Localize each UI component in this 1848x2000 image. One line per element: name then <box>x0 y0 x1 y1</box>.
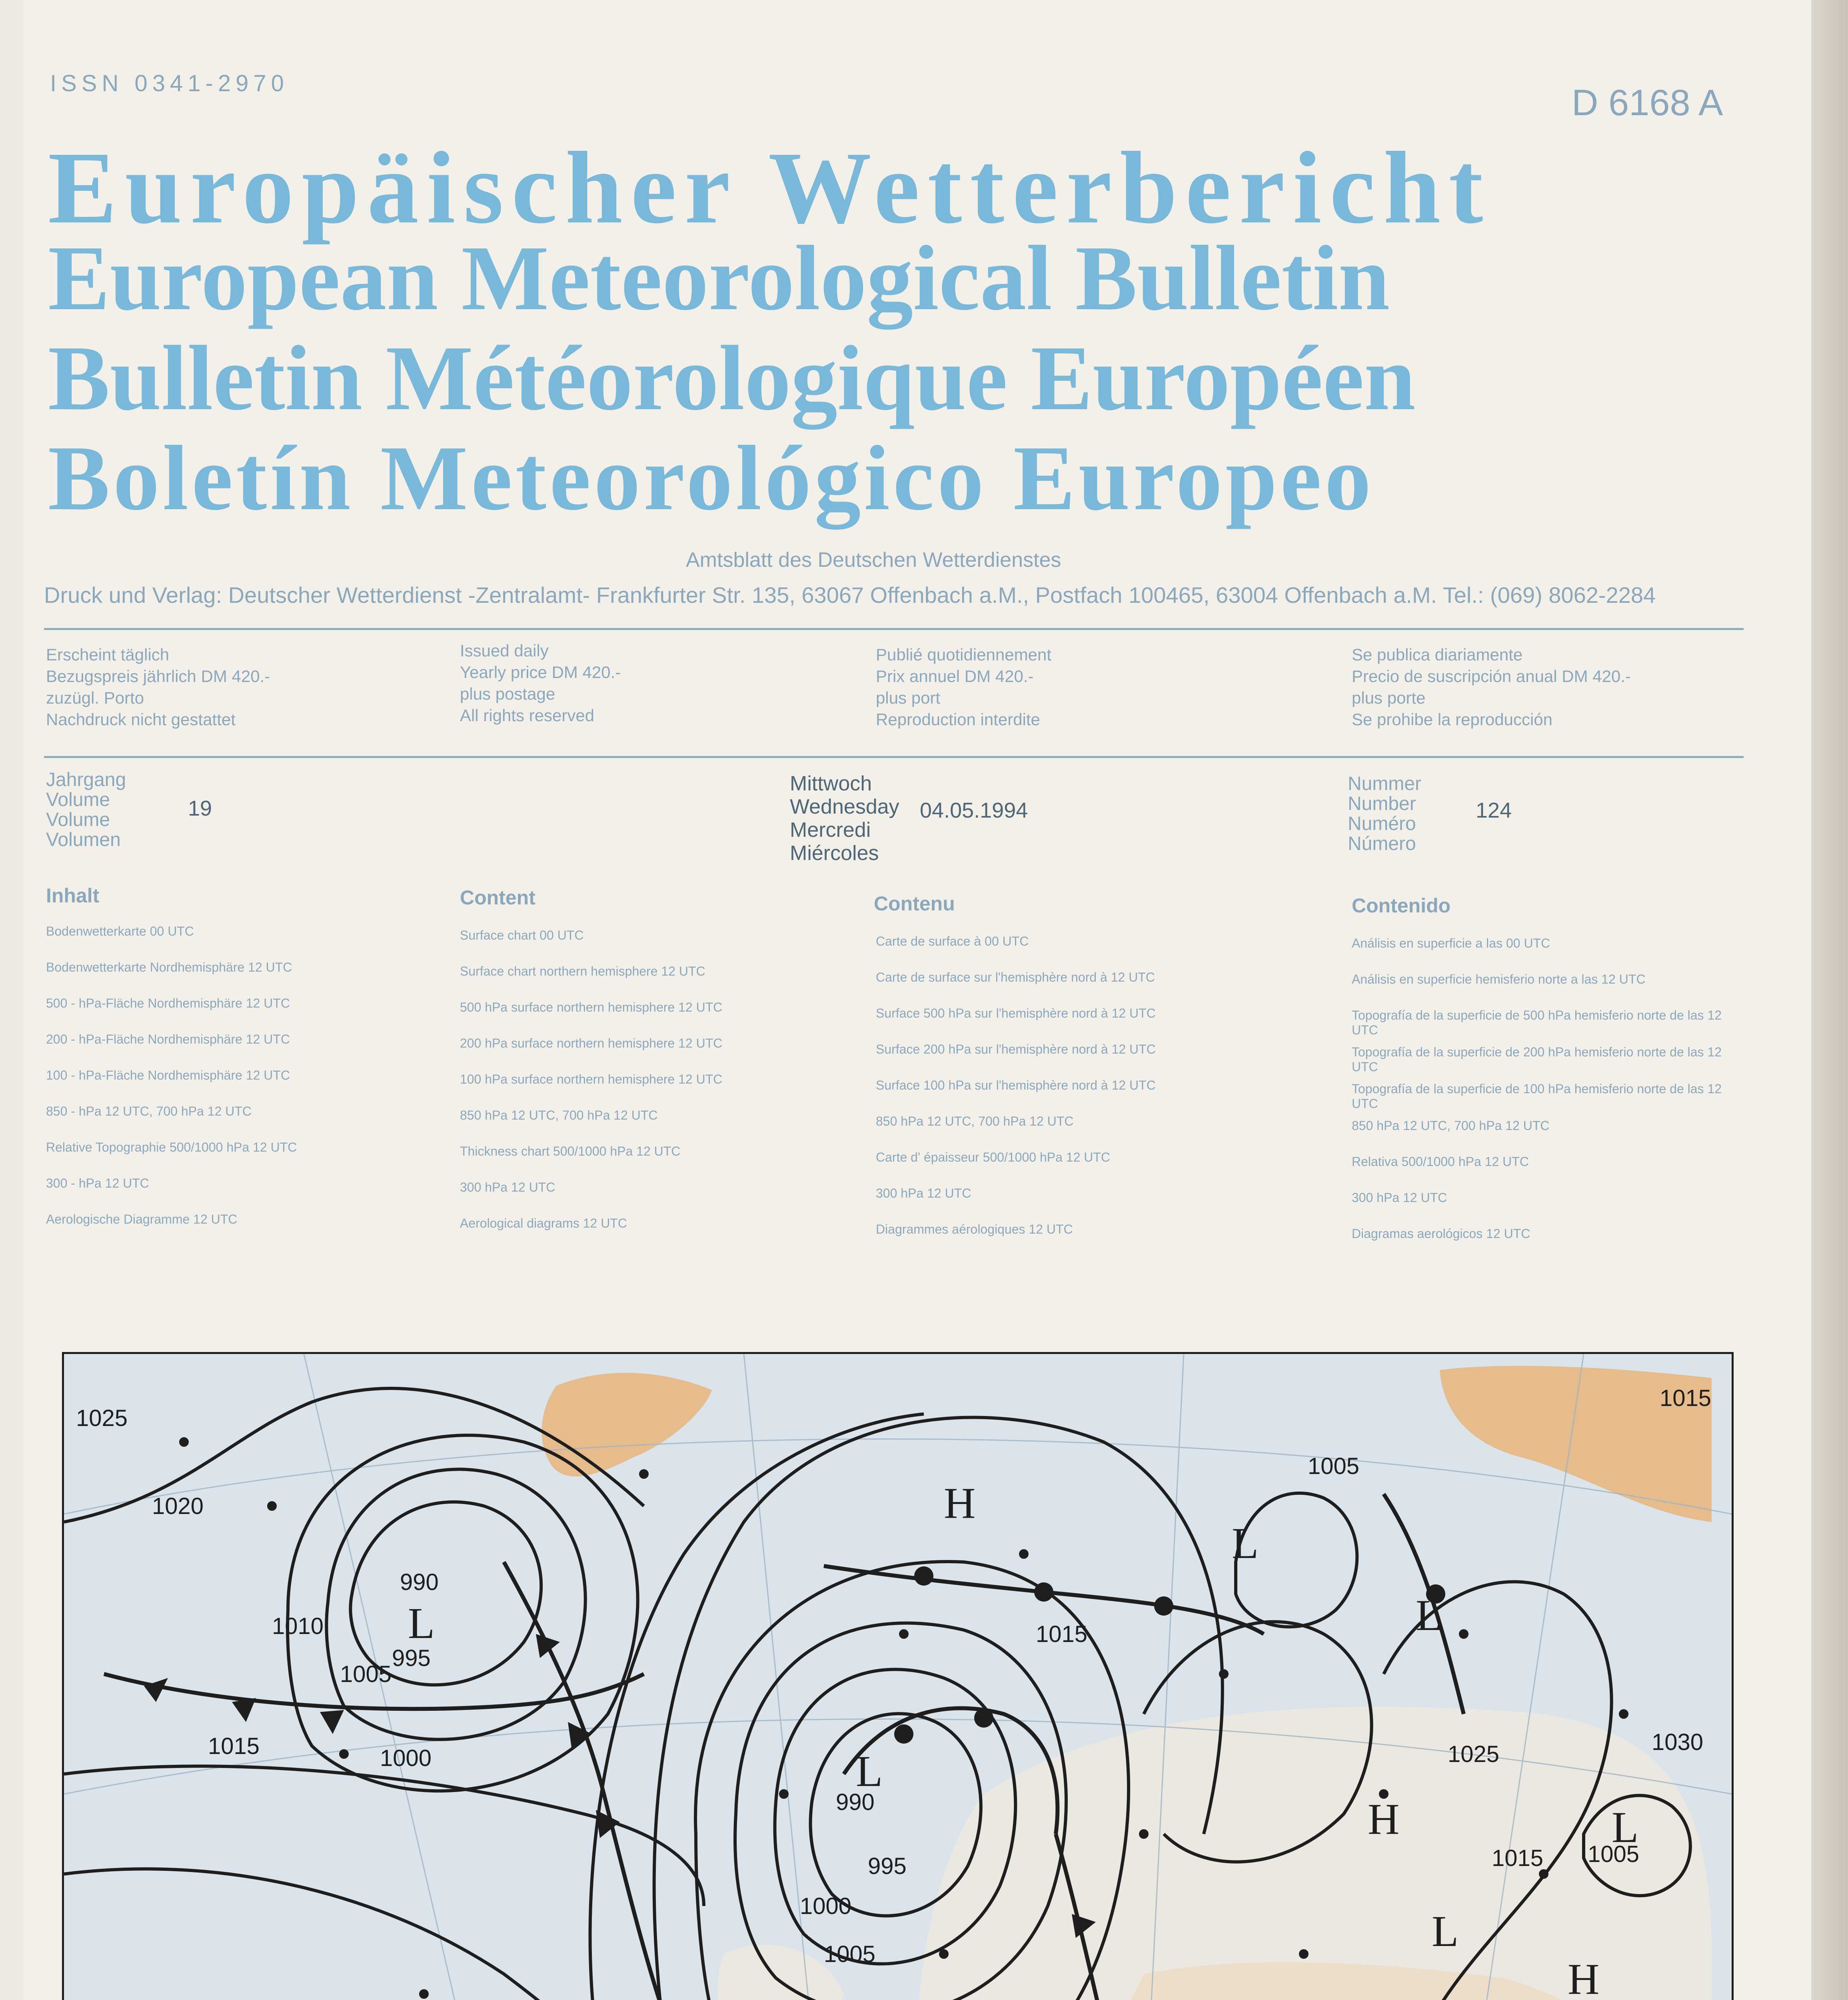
isobar-label: 1000 <box>800 1893 852 1919</box>
number-labels <box>1348 774 1421 854</box>
isobar-label: 995 <box>392 1645 431 1671</box>
toc-item: Relative Topographie 500/1000 hPa 12 UTC <box>46 1140 297 1154</box>
station-dot <box>1619 1709 1628 1719</box>
page-edge <box>1811 0 1848 2000</box>
station-dot <box>339 1749 349 1759</box>
toc-spanish <box>1352 936 1732 1262</box>
station-dot <box>419 1989 429 1999</box>
front-semicircle <box>1154 1596 1173 1616</box>
isobar <box>326 1469 585 1739</box>
info-line: Bezugspreis jährlich DM 420.- <box>46 667 270 686</box>
toc-item: Diagramas aerológicos 12 UTC <box>1352 1226 1530 1241</box>
volume-label: Volume <box>46 809 110 830</box>
station-dot <box>1019 1549 1029 1559</box>
toc-item: Aerological diagrams 12 UTC <box>460 1216 627 1230</box>
station-dot <box>1459 1629 1468 1639</box>
high-pressure-centre: H <box>1568 1955 1600 2000</box>
divider <box>44 628 1744 630</box>
station-dot <box>179 1437 189 1447</box>
toc-item: Carte d' épaisseur 500/1000 hPa 12 UTC <box>876 1150 1111 1164</box>
station-dot <box>779 1789 789 1799</box>
surface-chart <box>62 1352 1734 2000</box>
toc-item: Carte de surface à 00 UTC <box>876 934 1029 948</box>
toc-item: Surface chart northern hemisphere 12 UTC <box>460 964 705 978</box>
info-line: plus porte <box>1352 688 1426 707</box>
toc-item: Surface 200 hPa sur l'hemisphère nord à 12 UTC <box>876 1042 1156 1056</box>
info-line: zuzügl. Porto <box>46 688 144 707</box>
toc-item: Surface 500 hPa sur l'hemisphère nord à 12 UTC <box>876 1006 1156 1020</box>
toc-item: Aerologische Diagramme 12 UTC <box>46 1212 238 1226</box>
toc-item: Análisis en superficie a las 00 UTC <box>1352 936 1550 950</box>
toc-item: Topografía de la superficie de 100 hPa hemisferio norte de las 12 UTC <box>1352 1082 1722 1111</box>
number-label: Número <box>1348 833 1416 854</box>
toc-item: 300 hPa 12 UTC <box>460 1180 555 1194</box>
toc-item: 300 - hPa 12 UTC <box>46 1176 149 1190</box>
toc-heading-spanish: Contenido <box>1352 894 1451 917</box>
title-french: Bulletin Météorologique Européen <box>48 327 1416 430</box>
info-line: Prix annuel DM 420.- <box>876 667 1034 686</box>
station-dot <box>1139 1829 1149 1839</box>
toc-heading-french: Contenu <box>874 892 955 915</box>
document-number: D 6168 A <box>1572 82 1723 123</box>
isobar-label: 995 <box>868 1853 907 1879</box>
isobar-label: 1025 <box>76 1405 128 1431</box>
isobar-label: 1015 <box>1036 1621 1088 1647</box>
station-dot <box>639 1469 649 1479</box>
isobar-label: 1015 <box>208 1733 260 1759</box>
info-english <box>460 640 621 726</box>
low-pressure-centre: L <box>1416 1591 1443 1640</box>
station-dot <box>267 1501 277 1511</box>
high-pressure-centre: H <box>944 1479 976 1528</box>
number-label: Nummer <box>1348 773 1422 794</box>
high-pressure-centre: H <box>1368 1795 1400 1844</box>
low-pressure-centre: L <box>1232 1519 1259 1568</box>
toc-item: Surface 100 hPa sur l'hemisphère nord à 12 UTC <box>876 1078 1156 1092</box>
toc-heading-german: Inhalt <box>46 884 100 907</box>
info-line: plus port <box>876 688 941 707</box>
number-label: Numéro <box>1348 813 1416 834</box>
volume-value: 19 <box>188 796 212 820</box>
station-dot <box>899 1629 909 1639</box>
front-semicircle <box>1034 1582 1053 1602</box>
info-line: Nachdruck nicht gestattet <box>46 710 236 729</box>
toc-english <box>460 928 722 1252</box>
info-spanish <box>1352 644 1631 730</box>
title-english: European Meteorological Bulletin <box>48 227 1390 330</box>
toc-heading-english: Content <box>460 886 535 909</box>
isobar-label: 1005 <box>340 1661 392 1687</box>
front-triangle <box>536 1634 560 1658</box>
title-german: Europäischer Wetterbericht <box>48 130 1491 245</box>
station-dot <box>939 1949 949 1959</box>
toc-french <box>876 934 1156 1258</box>
toc-item: 850 hPa 12 UTC, 700 hPa 12 UTC <box>1352 1118 1550 1133</box>
weekday: Mittwoch <box>790 772 872 795</box>
isobar-label: 1005 <box>1308 1453 1360 1479</box>
toc-item: 200 - hPa-Fläche Nordhemisphäre 12 UTC <box>46 1032 290 1046</box>
toc-item: Carte de surface sur l'hemisphère nord à 12 UTC <box>876 970 1155 984</box>
isobar-label: 1005 <box>824 1941 876 1967</box>
front-semicircle <box>914 1566 933 1586</box>
isobar-label: 1020 <box>152 1493 204 1519</box>
info-french <box>876 644 1051 730</box>
toc-item: 300 hPa 12 UTC <box>1352 1190 1447 1205</box>
info-line: Reproduction interdite <box>876 710 1040 729</box>
info-line: Yearly price DM 420.- <box>460 663 621 682</box>
toc-item: 850 - hPa 12 UTC, 700 hPa 12 UTC <box>46 1104 252 1118</box>
low-pressure-centre: L <box>1432 1907 1459 1956</box>
toc-item: 500 - hPa-Fläche Nordhemisphäre 12 UTC <box>46 996 290 1010</box>
toc-item: Thickness chart 500/1000 hPa 12 UTC <box>460 1144 681 1158</box>
info-line: Erscheint täglich <box>46 645 170 664</box>
issue-number: 124 <box>1476 798 1512 822</box>
front-triangle <box>144 1678 168 1702</box>
isobar <box>64 1766 704 1906</box>
surface-chart-svg <box>64 1354 1732 2000</box>
isobar-label: 990 <box>400 1569 439 1595</box>
toc-item: Topografía de la superficie de 500 hPa hemisferio norte de las 12 UTC <box>1352 1008 1722 1037</box>
toc-item: 200 hPa surface northern hemisphere 12 UTC <box>460 1036 723 1050</box>
toc-item: Diagrammes aérologiques 12 UTC <box>876 1222 1073 1236</box>
number-label: Number <box>1348 793 1416 814</box>
volume-label: Volume <box>46 789 110 810</box>
info-line: Se prohibe la reproducción <box>1352 710 1552 729</box>
toc-item: 850 hPa 12 UTC, 700 hPa 12 UTC <box>460 1108 658 1122</box>
isobar-label: 1000 <box>380 1745 432 1771</box>
info-line: Issued daily <box>460 641 549 660</box>
station-dot <box>1219 1669 1229 1679</box>
isobar-label: 1015 <box>1660 1385 1712 1411</box>
info-line: plus postage <box>460 684 555 703</box>
title-spanish: Boletín Meteorológico Europeo <box>48 427 1375 530</box>
info-german <box>46 644 270 730</box>
toc-item: Relativa 500/1000 hPa 12 UTC <box>1352 1154 1529 1169</box>
toc-item: 300 hPa 12 UTC <box>876 1186 971 1200</box>
low-pressure-centre: L <box>408 1599 435 1648</box>
graticule-line <box>64 1439 1732 1514</box>
volume-label: Volumen <box>46 829 121 850</box>
weekday: Mercredi <box>790 818 871 842</box>
divider <box>44 756 1744 758</box>
toc-item: Bodenwetterkarte 00 UTC <box>46 924 194 938</box>
official-gazette-line: Amtsblatt des Deutschen Wetterdienstes <box>686 548 1061 572</box>
toc-item: 100 hPa surface northern hemisphere 12 UTC <box>460 1072 723 1086</box>
front-semicircle <box>894 1724 913 1744</box>
isobar <box>350 1502 541 1685</box>
toc-item: 500 hPa surface northern hemisphere 12 UTC <box>460 1000 723 1014</box>
isobar-label: 1015 <box>1492 1845 1544 1871</box>
low-pressure-centre: L <box>856 1747 883 1796</box>
volume-labels <box>46 770 126 850</box>
toc-item: Surface chart 00 UTC <box>460 928 584 942</box>
isobar-label: 1030 <box>1652 1729 1704 1755</box>
toc-item: 850 hPa 12 UTC, 700 hPa 12 UTC <box>876 1114 1074 1128</box>
isobar-label: 990 <box>836 1789 875 1815</box>
toc-item: Análisis en superficie hemisferio norte a las 12 UTC <box>1352 972 1646 986</box>
isobar-label: 1025 <box>1448 1741 1500 1767</box>
issue-date: 04.05.1994 <box>920 798 1028 822</box>
weekday: Wednesday <box>790 795 899 818</box>
toc-item: Bodenwetterkarte Nordhemisphäre 12 UTC <box>46 960 292 974</box>
isobar <box>64 1869 632 2000</box>
toc-item: Topografía de la superficie de 200 hPa hemisferio norte de las 12 UTC <box>1352 1045 1722 1074</box>
publisher-address: Druck und Verlag: Deutscher Wetterdienst -Zentralamt- Frankfurter Str. 135, 63067 Offenbach a.M., Postfach 100465, 63004 Offenbach a.M. Tel.: (069) 8062-2284 <box>44 582 1656 608</box>
info-line: Publié quotidiennement <box>876 645 1051 664</box>
low-pressure-centre: L <box>1612 1803 1639 1852</box>
isobar-label: 1010 <box>272 1613 324 1639</box>
toc-item: 100 - hPa-Fläche Nordhemisphäre 12 UTC <box>46 1068 290 1082</box>
info-line: Se publica diariamente <box>1352 645 1523 664</box>
station-dot <box>1299 1949 1309 1959</box>
front-semicircle <box>974 1708 993 1728</box>
isobar-label: 1005 <box>1588 1841 1640 1867</box>
front-triangle <box>232 1698 256 1722</box>
issn-number: ISSN 0341-2970 <box>50 70 289 96</box>
info-line: All rights reserved <box>460 706 595 725</box>
info-line: Precio de suscripción anual DM 420.- <box>1352 667 1631 686</box>
weekday: Miércoles <box>790 842 879 865</box>
toc-german <box>46 924 297 1248</box>
front-triangle <box>320 1710 344 1734</box>
volume-label: Jahrgang <box>46 769 126 790</box>
weekday-labels <box>790 772 899 865</box>
